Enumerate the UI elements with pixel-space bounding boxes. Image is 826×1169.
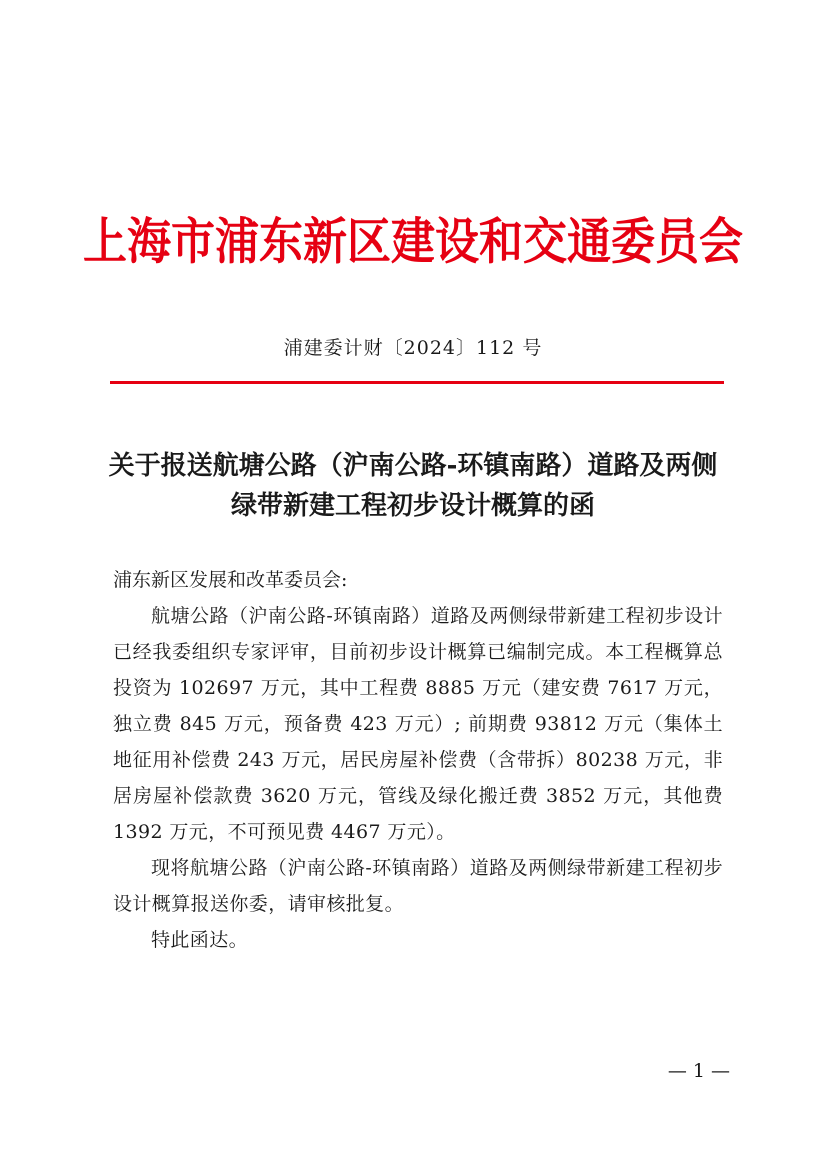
body-paragraph: 现将航塘公路（沪南公路-环镇南路）道路及两侧绿带新建工程初步设计概算报送你委，请审核批复。 — [113, 857, 723, 915]
addressee: 浦东新区发展和改革委员会: — [113, 569, 348, 591]
document-body — [113, 598, 723, 958]
body-paragraph: 特此函达。 — [151, 929, 249, 951]
document-number: 浦建委计财〔2024〕112 号 — [283, 337, 543, 359]
page-number: — 1 — — [667, 1060, 730, 1082]
document-subject: 关于报送航塘公路（沪南公路-环镇南路）道路及两侧绿带新建工程初步设计概算的函 — [108, 451, 718, 521]
red-divider-line — [110, 381, 724, 384]
org-letterhead-title: 上海市浦东新区建设和交通委员会 — [83, 213, 743, 271]
body-paragraph: 航塘公路（沪南公路-环镇南路）道路及两侧绿带新建工程初步设计已经我委组织专家评审，目前初步设计概算已编制完成。本工程概算总投资为 102697 万元，其中工程费 8885 万元（建安费 7617 万元，独立费 845 万元，预备费 423 万元）; 前期费 93812 万元（集体土地征用补偿费 243 万元，居民房屋补偿费（含带拆）80238 万元，非居房屋补偿款费 3620 万元，管线及绿化搬迁费 3852 万元，其他费 1392 万元，不可预见费 4467 万元）。 — [113, 605, 723, 843]
